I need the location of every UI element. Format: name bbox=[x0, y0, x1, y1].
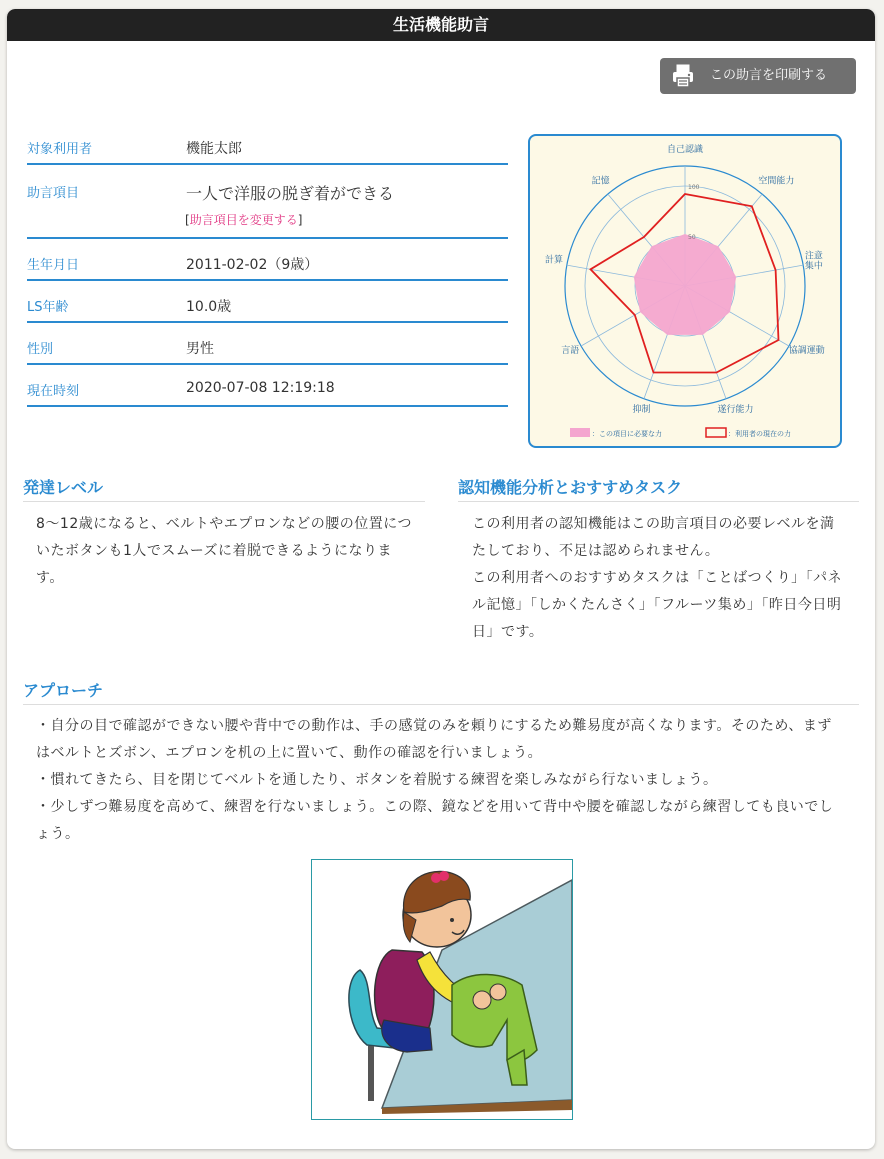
cognitive-line-1: この利用者の認知機能はこの助言項目の必要レベルを満たしており、不足は認められません。 bbox=[472, 516, 835, 559]
girl-buttoning-jacket-illustration bbox=[311, 859, 573, 1120]
change-item-link-wrap bbox=[185, 211, 302, 228]
info-row-ls bbox=[27, 281, 508, 323]
sex-label: 性別 bbox=[27, 342, 54, 357]
birth-value: 2011-02-02（9歳） bbox=[186, 257, 319, 273]
approach-paragraph-2: ・慣れてきたら、目を閉じてベルトを通したり、ボタンを着脱する練習を楽しみながら行ないましょう。 bbox=[36, 772, 718, 788]
radar-chart bbox=[530, 136, 840, 446]
legend-required-label: ：この項目に必要な力 bbox=[592, 430, 662, 438]
development-title: 発達レベル bbox=[23, 475, 425, 502]
bracket-close: ] bbox=[297, 213, 303, 227]
development-text: 8〜12歳になると、ベルトやエプロンなどの腰の位置についたボタンも1人でスムーズに着脱できるようになります。 bbox=[36, 516, 412, 586]
user-info-table bbox=[27, 123, 508, 407]
radar-axis-label: 集中 bbox=[804, 261, 823, 272]
printer-icon bbox=[670, 63, 696, 89]
radar-axis-label: 注意 bbox=[804, 251, 823, 262]
user-value: 機能太郎 bbox=[186, 141, 242, 157]
approach-text bbox=[36, 713, 841, 848]
approach-paragraph-1: ・自分の目で確認ができない腰や背中での動作は、手の感覚のみを頼りにするため難易度が高くなります。そのため、まずはベルトとズボン、エプロンを机の上に置いて、動作の確認を行いましょう。 bbox=[36, 718, 832, 761]
radar-axis-label: 空間能力 bbox=[758, 176, 795, 187]
radar-axis-label: 言語 bbox=[561, 346, 580, 356]
page-title: 生活機能助言 bbox=[7, 9, 875, 41]
required-ability-area bbox=[634, 234, 736, 335]
approach-title: アプローチ bbox=[23, 678, 859, 705]
radar-tick-label: 50 bbox=[688, 234, 696, 241]
birth-label: 生年月日 bbox=[27, 258, 80, 273]
legend-current-label: ：利用者の現在の力 bbox=[728, 430, 791, 438]
info-row-sex bbox=[27, 323, 508, 365]
radar-axis-label: 抑制 bbox=[632, 404, 651, 415]
radar-chart-panel bbox=[528, 134, 842, 448]
legend-required-swatch bbox=[570, 428, 590, 437]
radar-tick-label: 100 bbox=[688, 184, 700, 191]
radar-axis-label: 計算 bbox=[545, 255, 564, 266]
user-label: 対象利用者 bbox=[27, 142, 93, 157]
legend-current-swatch bbox=[706, 428, 726, 437]
info-row-user bbox=[27, 123, 508, 165]
radar-axis-label: 遂行能力 bbox=[717, 404, 754, 415]
approach-paragraph-3: ・少しずつ難易度を高めて、練習を行ないましょう。この際、鏡などを用いて背中や腰を確認しながら練習しても良いでしょう。 bbox=[36, 799, 834, 842]
cognitive-title: 認知機能分析とおすすめタスク bbox=[458, 475, 859, 502]
sex-value: 男性 bbox=[186, 341, 214, 357]
time-value: 2020-07-08 12:19:18 bbox=[186, 380, 335, 396]
ls-label: LS年齢 bbox=[27, 300, 69, 315]
radar-axis-label: 自己認識 bbox=[666, 145, 704, 155]
print-button-label: この助言を印刷する bbox=[710, 68, 828, 83]
print-advice-button[interactable] bbox=[660, 58, 856, 94]
cognitive-line-2: この利用者へのおすすめタスクは「ことばつくり」「パネル記憶」「しかくたんさく」「フルーツ集め」「昨日今日明日」です。 bbox=[472, 570, 843, 640]
cognitive-text bbox=[472, 511, 847, 646]
advice-card bbox=[7, 9, 875, 1149]
item-value: 一人で洋服の脱ぎ着ができる bbox=[186, 184, 395, 203]
item-label: 助言項目 bbox=[27, 186, 80, 201]
info-row-item bbox=[27, 165, 508, 239]
change-item-link[interactable]: 助言項目を変更する bbox=[189, 213, 298, 227]
radar-axis-label: 協調運動 bbox=[788, 346, 825, 356]
info-row-birth bbox=[27, 239, 508, 281]
radar-axis-label: 記憶 bbox=[591, 176, 610, 187]
ls-value: 10.0歳 bbox=[186, 299, 232, 315]
time-label: 現在時刻 bbox=[27, 384, 80, 399]
info-row-time bbox=[27, 365, 508, 407]
bracket-open: [ bbox=[185, 213, 190, 227]
